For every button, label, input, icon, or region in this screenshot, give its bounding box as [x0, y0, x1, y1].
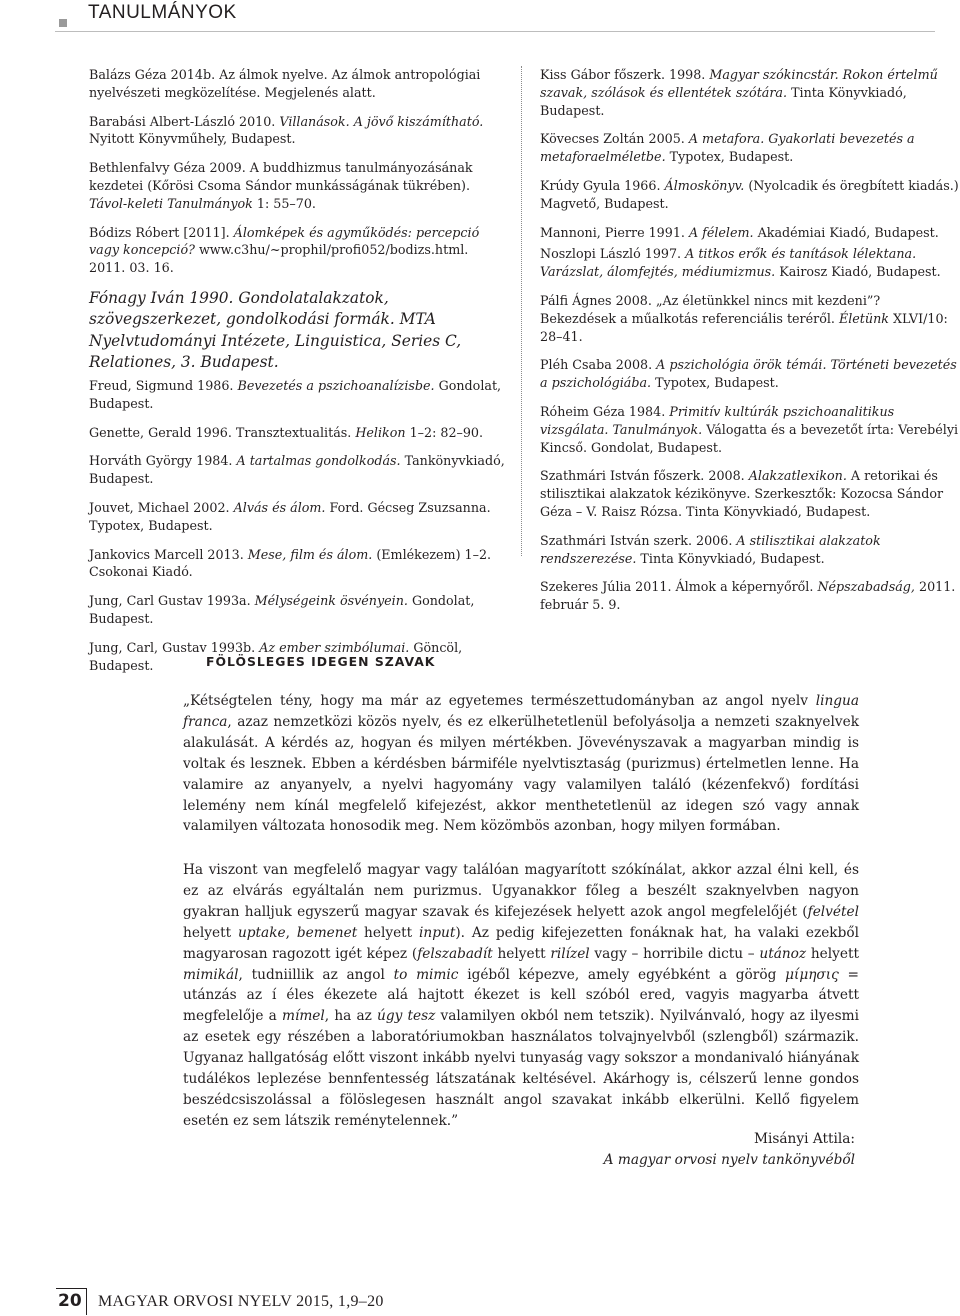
reference-entry [89, 377, 505, 413]
header-square-icon [59, 19, 67, 27]
header-rule [55, 31, 935, 32]
text-run: (Emlékezem) 1–2. Csokonai Kiadó. [89, 546, 492, 580]
text-run: Freud, Sigmund 1986. [89, 377, 238, 393]
journal-issue: 2015, 1,9–20 [296, 1293, 384, 1310]
italic-text: to mimic [393, 966, 459, 983]
body-paragraph [183, 860, 859, 1132]
reference-entry [540, 403, 959, 456]
reference-entry [540, 578, 959, 614]
text-run: Bethlenfalvy Géza 2009. A buddhizmus tanulmányozásának kezdetei (Kőrösi Csoma Sándor munkásságának tükrében). [89, 160, 473, 193]
text-run: „Kétségtelen tény, hogy ma már az egyetemes természettudományban az angol nyelv [183, 693, 816, 709]
text-run: Szathmári István szerk. 2006. [540, 532, 737, 548]
text-run: Kövecses Zoltán 2005. [540, 131, 689, 147]
text-run: Róheim Géza 1984. [540, 403, 670, 419]
text-run: , [285, 924, 297, 941]
italic-text: A metafora. Gyakorlati bevezetés a metaforaelméletbe. [540, 131, 915, 165]
italic-text: μίμησις [785, 966, 839, 983]
italic-text: A tartalmas gondolkodás. [236, 453, 401, 469]
text-run: Jung, Carl Gustav 1993a. [89, 593, 255, 609]
reference-entry [540, 177, 959, 213]
text-run: helyett [357, 924, 420, 941]
italic-text: A pszichológia örök témái. Történeti bevezetés a pszichológiába. [540, 357, 957, 391]
text-run: Akadémiai Kiadó, Budapest. [753, 224, 939, 240]
italic-text: uptake [237, 924, 286, 941]
text-run: Noszlopi László 1997. [540, 246, 686, 262]
text-run: valamilyen okból nem tetszik). Nyilvánvaló, hogy az ilyesmi az esetek egy részében a laboratóriumokban használatos tolvajnyelvből (szlengből) származik. Ugyanaz hallgatóság előtt viszont inkább nyelvi tunyaság vagy sokszor a mondanivaló hiányának tudálékos leplezése bennfentesség látszatának keltésével. Akárhogy is, célszerű lenne gondos beszédcsiszolással a fölöslegesen használt angol szavakat inkább elkerülni. Kellő figyelem esetén ez sem látszik reménytelennek.” [183, 1008, 860, 1129]
text-run: = utánzás az í éles ékezete alá hajtott ékezet is kell szóból ered, vagyis magyarba átvett megfelelője a [183, 966, 859, 1025]
reference-entry [89, 159, 505, 212]
text-run: , tudniillik az angol [238, 966, 394, 983]
reference-entry [540, 532, 959, 568]
italic-text: Álmoskönyv. [664, 177, 745, 193]
text-run: helyett [806, 945, 859, 962]
italic-text: A félelem. [688, 224, 754, 240]
text-run: Gondolat, Budapest. [89, 593, 475, 626]
text-run: igéből képezve, amely egyébként a görög [458, 966, 786, 983]
italic-text: Az ember szimbólumai. [259, 639, 410, 655]
text-run: helyett [492, 945, 551, 962]
text-run: Typotex, Budapest. [651, 375, 779, 391]
text-run: A retorikai és stilisztikai alakzatok kézikönyve. Szerkesztők: Kozocsa Sándor Géza – V. Raisz Rózsa. Tinta Könyvkiadó, Budapest. [540, 468, 944, 519]
signature [604, 1129, 855, 1171]
section-title: TANULMÁNYOK [88, 2, 237, 23]
italic-text: Népszabadság, [817, 579, 915, 595]
text-run: Göncöl, Budapest. [89, 639, 463, 673]
text-run: Jouvet, Michael 2002. [89, 499, 234, 515]
text-run: Nyitott Könyvműhely, Budapest. [89, 131, 296, 147]
italic-text: felszabadít [417, 945, 493, 962]
text-run: Kiss Gábor főszerk. 1998. [540, 67, 710, 82]
text-run: Szathmári István főszerk. 2008. [540, 468, 749, 484]
text-run: 1: 55–70. [252, 195, 316, 211]
text-run: XLVI/10: 28–41. [540, 310, 948, 344]
text-run: vagy – horribile dictu – [589, 945, 760, 962]
reference-entry [89, 288, 505, 374]
column-divider [521, 66, 522, 556]
italic-text: Helikon [355, 424, 406, 440]
text-run: 1–2: 82–90. [405, 424, 484, 440]
reference-entry [540, 130, 959, 166]
reference-entry [540, 66, 959, 119]
text-run: Tinta Könyvkiadó, Budapest. [636, 550, 825, 566]
body-paragraph [183, 691, 859, 837]
text-run: www.c3hu/~prophil/profi052/bodizs.html. 2011. 03. 16. [89, 242, 469, 276]
text-run: Szekeres Júlia 2011. Álmok a képernyőről. [540, 579, 818, 595]
italic-text: Bevezetés a pszichoanalízisbe. [237, 377, 435, 393]
italic-text: utánoz [759, 945, 807, 962]
italic-text: Primitív kultúrák pszichoanalitikus vizsgálata. Tanulmányok. [540, 403, 895, 437]
italic-text: input [419, 924, 456, 941]
text-run: ). Az pedig kifejezetten fonáknak hat, ha valaki ezekből magyarosan ragozott igét képez ( [183, 924, 859, 962]
italic-text: Alakzatlexikon. [748, 468, 847, 484]
reference-entry [540, 467, 959, 520]
reference-entry [89, 424, 505, 442]
text-run: Válogatta és a bevezetőt írta: Verebélyi Kincső. Gondolat, Budapest. [540, 421, 959, 455]
reference-entry [540, 224, 959, 242]
italic-text: Magyar szókincstár. Rokon értelmű szavak, szólások és ellentétek szótára. [540, 67, 938, 100]
references-right-column [540, 66, 959, 625]
text-run: Barabási Albert-László 2010. [89, 113, 280, 129]
text-run: Tankönyvkiadó, Budapest. [89, 453, 505, 487]
italic-text: Alvás és álom. [233, 499, 326, 515]
italic-text: Fónagy Iván 1990. Gondolatalakzatok, szövegszerkezet, gondolkodási formák. MTA Nyelvtudományi Intézete, Linguistica, Series C, Relationes, 3. Budapest. [89, 288, 462, 372]
reference-entry [540, 245, 959, 281]
italic-text: lingua franca [183, 693, 859, 730]
reference-entry [89, 66, 505, 102]
text-run: Kairosz Kiadó, Budapest. [775, 264, 941, 280]
text-run: Bódizs Róbert [2011]. [89, 224, 234, 240]
text-run: Tinta Könyvkiadó, Budapest. [540, 84, 907, 118]
reference-entry [89, 546, 505, 582]
italic-text: A stilisztikai alakzatok rendszerezése. [540, 532, 881, 566]
text-run: Balázs Géza 2014b. Az álmok nyelve. Az álmok antropológiai nyelvészeti megközelítése. Megjelenés alatt. [89, 67, 481, 100]
reference-entry [540, 356, 959, 392]
italic-text: mimikál [183, 966, 239, 983]
text-run: Genette, Gerald 1996. Transztextualitás. [89, 424, 356, 440]
reference-entry [89, 499, 505, 535]
italic-text: felvétel [807, 903, 859, 920]
italic-text: Mese, film és álom. [247, 546, 373, 562]
source-title: A magyar orvosi nyelv tankönyvéből [603, 1152, 855, 1168]
running-header [55, 0, 935, 36]
italic-text: Életünk [838, 310, 889, 326]
text-run: Pálfi Ágnes 2008. „Az életünkkel nincs mit kezdeni”? Bekezdések a műalkotás referenciális teréről. [540, 292, 881, 326]
author-name: Misányi Attila: [753, 1131, 855, 1147]
references-left-column [89, 66, 505, 685]
italic-text: Álomképek és agyműködés: percepció vagy koncepció? [89, 224, 480, 258]
text-run: 2011. február 5. 9. [540, 579, 956, 613]
italic-text: Villanások. A jövő kiszámítható. [279, 113, 484, 129]
text-run: helyett [183, 924, 238, 941]
italic-text: Távol-keleti Tanulmányok [89, 195, 253, 211]
text-run: Typotex, Budapest. [665, 149, 794, 165]
text-run: , ha az [324, 1008, 378, 1025]
italic-text: bemenet [296, 924, 358, 941]
reference-entry [89, 452, 505, 488]
text-run: (Nyolcadik és öregbített kiadás.) Magvető, Budapest. [540, 177, 959, 211]
section-heading: FÖLÖSLEGES IDEGEN SZAVAK [206, 654, 436, 669]
text-run: Pléh Csaba 2008. [540, 357, 657, 373]
journal-info [98, 1293, 384, 1311]
reference-entry [89, 224, 505, 277]
journal-name: MAGYAR ORVOSI NYELV [98, 1293, 292, 1310]
text-run: Jung, Carl, Gustav 1993b. [89, 639, 260, 655]
italic-text: Mélységeink ösvényein. [254, 593, 408, 609]
text-run: Krúdy Gyula 1966. [540, 177, 665, 193]
italic-text: úgy tesz [377, 1008, 436, 1025]
italic-text: mímel [281, 1008, 325, 1025]
text-run: Horváth György 1984. [89, 453, 237, 469]
text-run: Ford. Gécseg Zsuzsanna. Typotex, Budapest. [89, 499, 491, 533]
text-run: Ha viszont van megfelelő magyar vagy találóan magyarított szókínálat, akkor azzal élni kell, és ez az elvárás egyáltalán nem purizmus. Ugyanakkor főleg a beszélt szaknyelvben nagyon gyakran halljuk egyszerű magyar szavak és kifejezések helyett azok angol megfelelőjét ( [183, 862, 859, 920]
reference-entry [540, 292, 959, 345]
reference-entry [89, 592, 505, 628]
page-number: 20 [58, 1291, 82, 1311]
text-run: Mannoni, Pierre 1991. [540, 224, 689, 240]
reference-entry [89, 113, 505, 149]
text-run: , azaz nemzetközi közös nyelv, és ez elkerülhetetlenül befolyásolja a nemzeti szaknyelvek alakulását. A kérdés az, hogyan és milyen mértékben. Jövevényszavak a magyarban mindig is voltak és lesznek. Ebben a kérdésben bármiféle nyelvtisztaság (purizmus) értelmetlen lenne. Ha valamire az anyanyelv, a nyelvi hagyomány vagy valamilyen találó (kézenfekvő) fordítási lelemény nem kínál megfelelő kifejezést, akkor menthetetlenül az idegen szó vagy annak valamilyen változata honosodik meg. Nem közömbös azonban, hogy milyen formában. [183, 713, 859, 835]
italic-text: rilízel [550, 945, 590, 962]
text-run: Jankovics Marcell 2013. [89, 546, 248, 562]
page-footer [56, 1288, 476, 1316]
italic-text: A titkos erők és tanítások lélektana. Varázslat, álomfejtés, médiumizmus. [540, 246, 917, 280]
text-run: Gondolat, Budapest. [89, 377, 502, 411]
